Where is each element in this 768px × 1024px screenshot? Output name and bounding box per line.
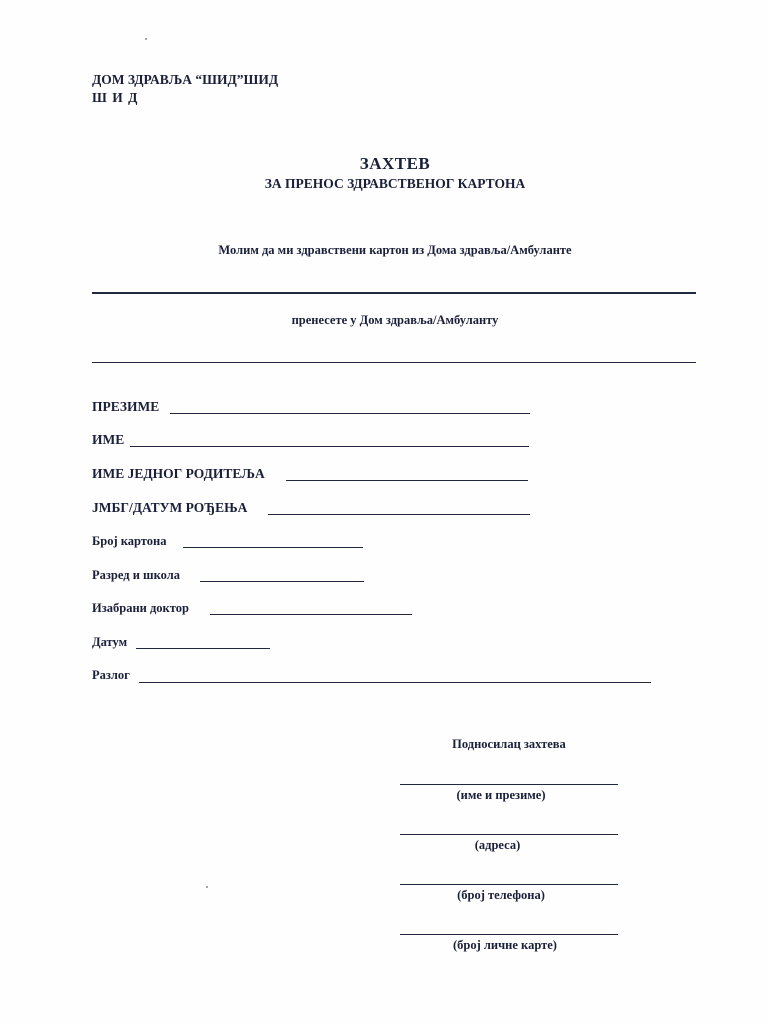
reason-line[interactable] [139, 682, 651, 683]
chosen-doctor-line[interactable] [210, 614, 412, 615]
surname-line[interactable] [170, 413, 530, 414]
applicant-id-line[interactable] [400, 934, 618, 935]
from-institution-line[interactable] [92, 292, 696, 294]
applicant-address-caption: (адреса) [474, 838, 521, 852]
field-label-name: ИМЕ [92, 432, 125, 447]
request-to-text: пренесете у Дом здравља/Амбуланту [291, 313, 499, 327]
request-from-text: Молим да ми здравствени картон из Дома здравља/Амбуланте [218, 243, 572, 257]
applicant-name-caption: (име и презиме) [456, 788, 546, 802]
class-school-line[interactable] [200, 581, 364, 582]
institution-name: ДОМ ЗДРАВЉА “ШИД”ШИД [92, 72, 279, 87]
form-title: ЗАХТЕВ [359, 154, 431, 173]
parent-name-line[interactable] [286, 480, 528, 481]
scan-speck [145, 38, 147, 40]
applicant-phone-caption: (број телефона) [457, 888, 545, 902]
field-label-date: Датум [92, 635, 128, 649]
applicant-phone-line[interactable] [400, 884, 618, 885]
field-label-class-school: Разред и школа [92, 568, 180, 582]
date-line[interactable] [136, 648, 270, 649]
field-label-jmbg-birthdate: ЈМБГ/ДАТУМ РОЂЕЊА [92, 500, 248, 515]
applicant-name-line[interactable] [400, 784, 618, 785]
form-subtitle: ЗА ПРЕНОС ЗДРАВСТВЕНОГ КАРТОНА [264, 176, 526, 191]
field-label-parent-name: ИМЕ ЈЕДНОГ РОДИТЕЉА [92, 466, 265, 481]
to-institution-line[interactable] [92, 362, 696, 363]
card-number-line[interactable] [183, 547, 363, 548]
jmbg-birthdate-line[interactable] [268, 514, 530, 515]
field-label-reason: Разлог [92, 668, 130, 682]
applicant-heading: Подносилац захтева [452, 737, 566, 751]
applicant-address-line[interactable] [400, 834, 618, 835]
field-label-surname: ПРЕЗИМЕ [92, 399, 160, 414]
name-line[interactable] [130, 446, 529, 447]
field-label-chosen-doctor: Изабрани доктор [92, 601, 189, 615]
applicant-id-caption: (број личне карте) [453, 938, 557, 952]
scan-speck [206, 886, 208, 888]
institution-city: Ш И Д [92, 90, 139, 105]
field-label-card-number: Број картона [92, 534, 167, 548]
